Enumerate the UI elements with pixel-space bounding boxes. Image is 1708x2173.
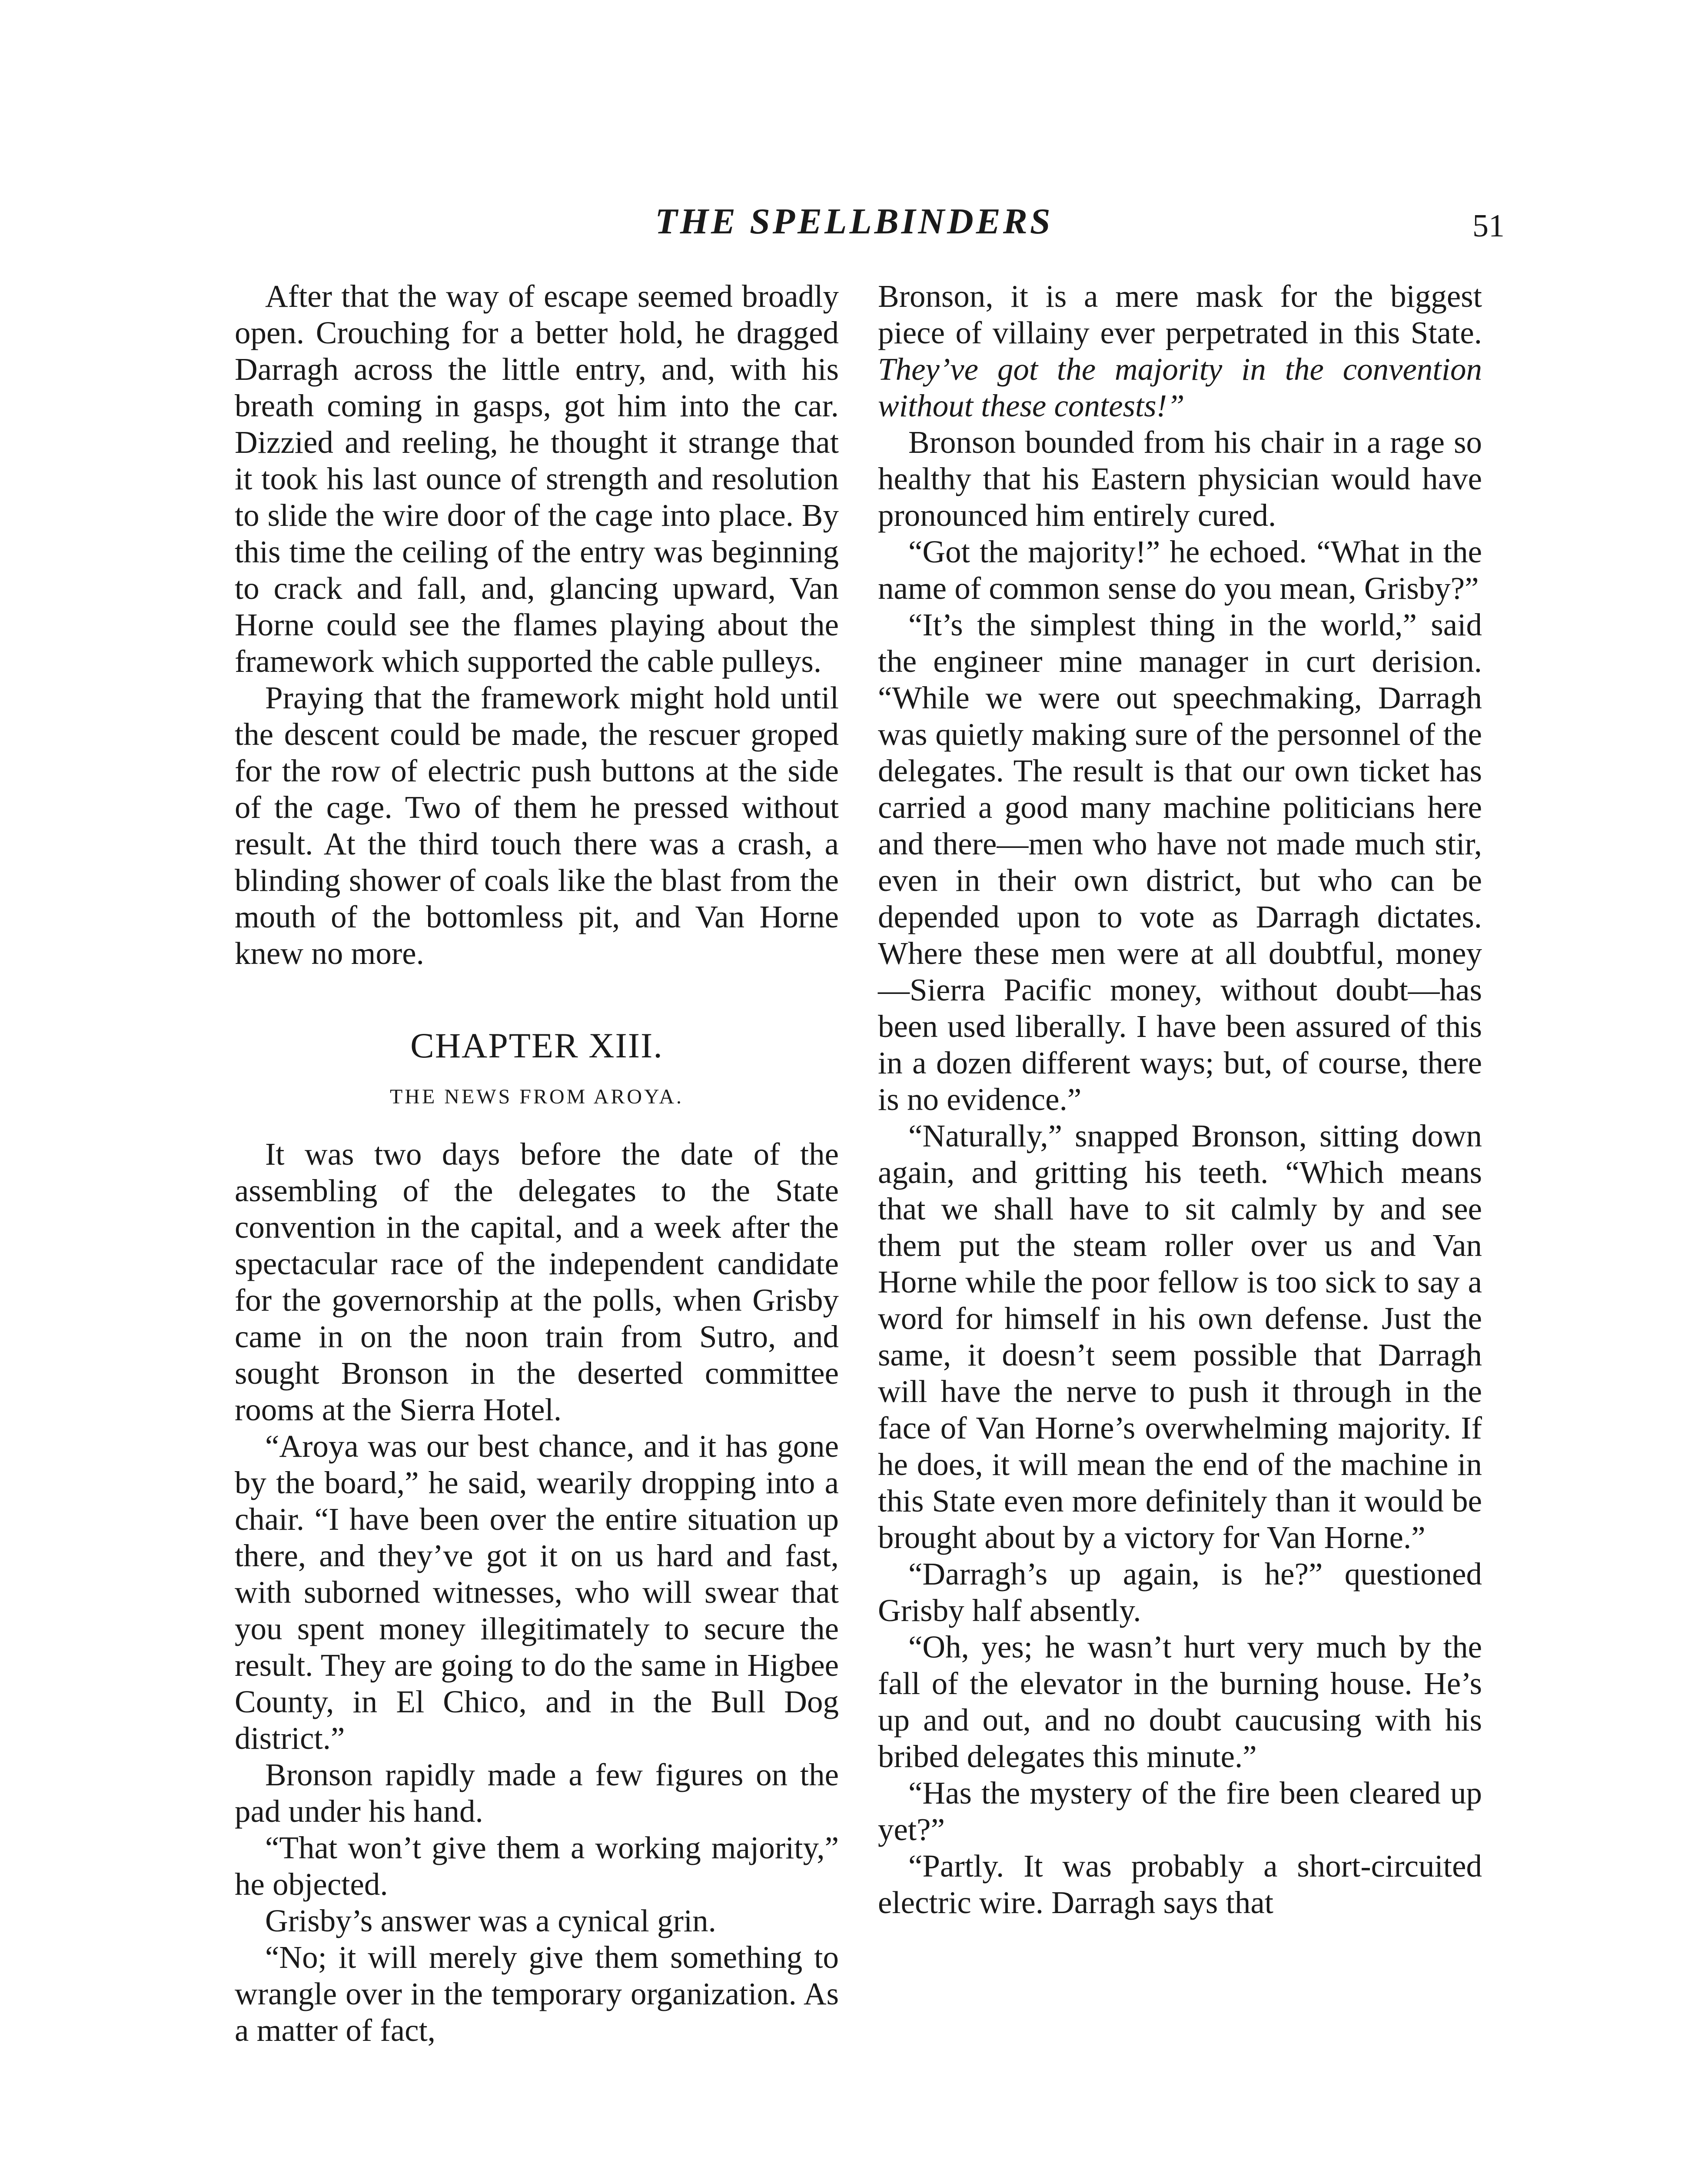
paragraph: It was two days before the date of the assembling of the delegates to the State convention in the capital, and a week after the spectacular race of the independent candidate for the governorship at the polls, when Grisby came in on the noon train from Sutro, and sought Bronson in the deserted committee rooms at the Sierra Hotel. xyxy=(235,1136,839,1427)
paragraph: “Got the majority!” he echoed. “What in the name of common sense do you mean, Grisby?” xyxy=(878,534,1482,606)
left-column xyxy=(235,278,839,2049)
right-column xyxy=(878,278,1482,1921)
paragraph: “Darragh’s up again, is he?” questioned Grisby half absently. xyxy=(878,1556,1482,1628)
paragraph: “Aroya was our best chance, and it has gone by the board,” he said, wearily dropping into a chair. “I have been over the entire situation up there, and they’ve got it on us hard and fast, with suborned witnesses, who will swear that you spent money illegitimately to secure the result. They are going to do the same in Higbee County, in El Chico, and in the Bull Dog district.” xyxy=(235,1429,839,1756)
paragraph: After that the way of escape seemed broadly open. Crouching for a better hold, he dragged Darragh across the little entry, and, with his breath coming in gasps, got him into the car. Dizzied and reeling, he thought it strange that it took his last ounce of strength and resolution to slide the wire door of the cage into place. By this time the ceiling of the entry was beginning to crack and fall, and, glancing upward, Van Horne could see the flames playing about the framework which supported the cable pulleys. xyxy=(235,279,839,679)
paragraph: “It’s the simplest thing in the world,” said the engineer mine manager in curt derision. “While we were out speechmaking, Darragh was quietly making sure of the personnel of the delegates. The result is that our own ticket has carried a good many machine politicians here and there—men who have not made much stir, even in their own district, but who can be depended upon to vote as Darragh dictates. Where these men were at all doubtful, money—Sierra Pacific money, without doubt—has been used liberally. I have been assured of this in a dozen different ways; but, of course, there is no evidence.” xyxy=(878,607,1482,1117)
paragraph: Grisby’s answer was a cynical grin. xyxy=(265,1903,716,1938)
paragraph: “No; it will merely give them something to wrangle over in the temporary organization. As a matter of fact, xyxy=(235,1940,839,2048)
paragraph: Bronson bounded from his chair in a rage so healthy that his Eastern physician would have pronounced him entirely cured. xyxy=(878,425,1482,533)
paragraph: “Has the mystery of the fire been cleared up yet?” xyxy=(878,1775,1482,1847)
paragraph-text: Bronson, it is a mere mask for the biggest piece of villainy ever perpetrated in this State. xyxy=(878,279,1482,350)
page-header xyxy=(0,196,1708,256)
paragraph: “Oh, yes; he wasn’t hurt very much by the fall of the elevator in the burning house. He’s up and out, and no doubt caucusing with his bribed delegates this minute.” xyxy=(878,1629,1482,1774)
paragraph: “Naturally,” snapped Bronson, sitting down again, and gritting his teeth. “Which means that we shall have to sit calmly by and see them put the steam roller over us and Van Horne while the poor fellow is too sick to say a word for himself in his own defense. Just the same, it doesn’t seem possible that Darragh will have the nerve to push it through in the face of Van Horne’s overwhelming majority. If he does, it will mean the end of the machine in this State even more definitely than it would be brought about by a victory for Van Horne.” xyxy=(878,1118,1482,1555)
page-number: 51 xyxy=(1472,208,1505,244)
chapter-subtitle: THE NEWS FROM AROYA. xyxy=(389,1085,684,1108)
paragraph: “Partly. It was probably a short-circuited electric wire. Darragh says that xyxy=(878,1848,1482,1920)
paragraph: “That won’t give them a working majority,” he objected. xyxy=(235,1830,839,1902)
italic-text: They’ve got the majority in the convention without these contests!” xyxy=(878,352,1482,423)
chapter-heading: CHAPTER XIII. xyxy=(410,1026,663,1065)
paragraph: Praying that the framework might hold until the descent could be made, the rescuer groped for the row of electric push buttons at the side of the cage. Two of them he pressed without result. At the third touch there was a crash, a blinding shower of coals like the blast from the mouth of the bottomless pit, and Van Horne knew no more. xyxy=(235,680,839,971)
paragraph: Bronson rapidly made a few figures on the pad under his hand. xyxy=(235,1757,839,1829)
paragraph-continued xyxy=(878,278,1482,424)
running-title: THE SPELLBINDERS xyxy=(655,201,1053,242)
